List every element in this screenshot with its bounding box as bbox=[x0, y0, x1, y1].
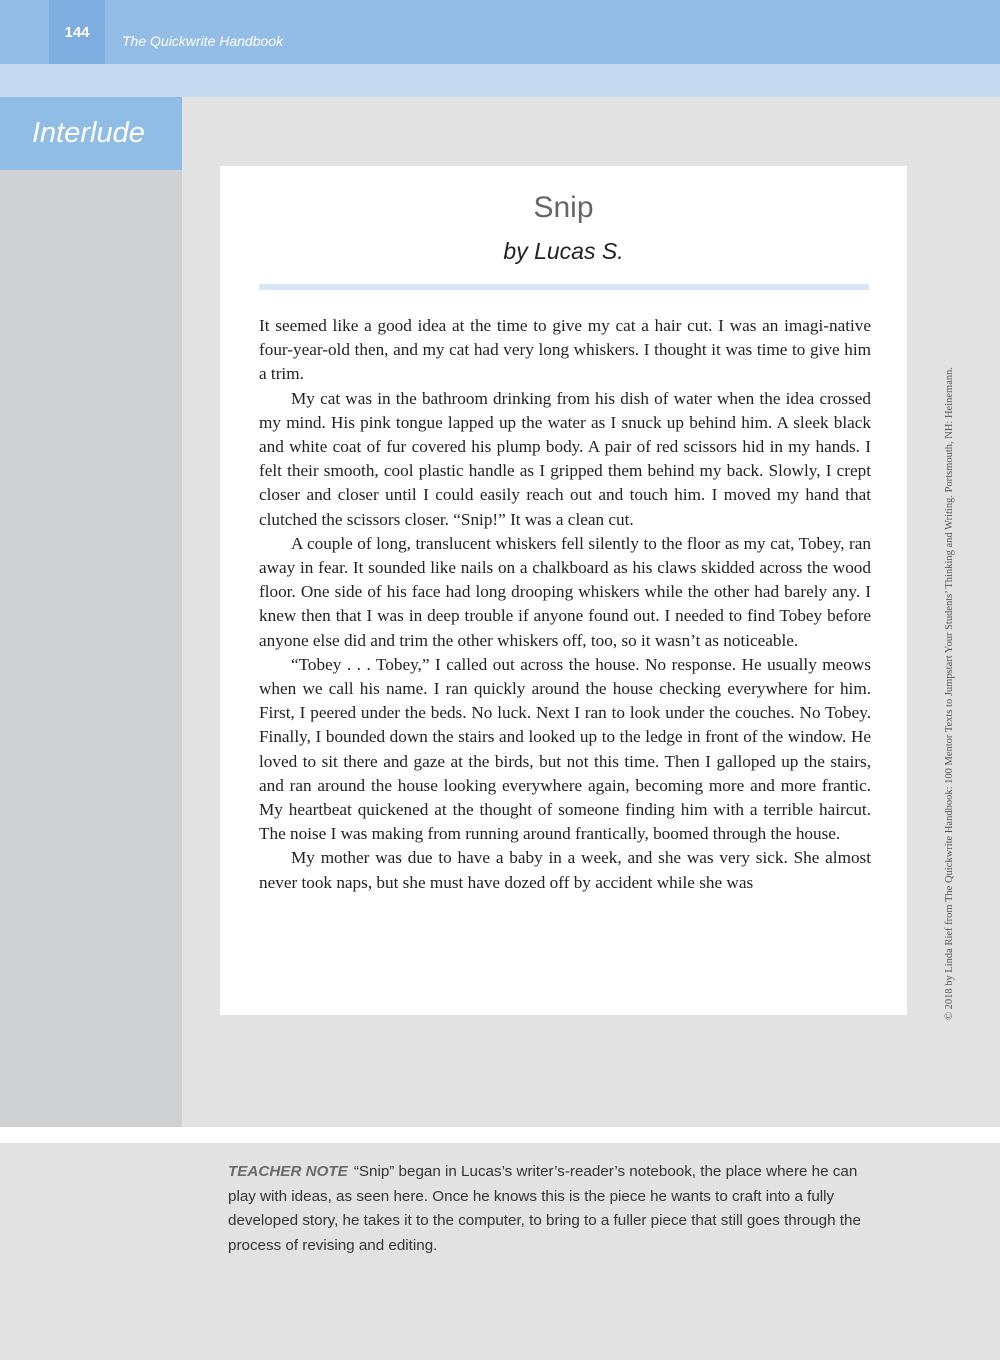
footer-divider bbox=[0, 1127, 1000, 1143]
page-number: 144 bbox=[49, 0, 105, 64]
left-margin-strip bbox=[0, 97, 182, 1127]
running-head-title: The Quickwrite Handbook bbox=[122, 33, 284, 49]
story-paragraph: My cat was in the bathroom drinking from his dish of water when the idea crossed my mind. His pink tongue lapped up the water as I snuck up behind him. A sleek black and white coat of fur covered his plump body. A pair of red scissors hid in my hands. I felt their smooth, cool plastic handle as I gripped them behind my back. Slowly, I crept closer and closer until I could easily reach out and touch him. I moved my hand that clutched the scissors closer. “Snip!” It was a clean cut. bbox=[259, 388, 871, 529]
teacher-note-label: TEACHER NOTE bbox=[228, 1163, 348, 1180]
story-paragraph: It seemed like a good idea at the time to give my cat a hair cut. I was an imagi-native four-year-old then, and my cat had very long whiskers. I thought it was time to give him a trim. bbox=[259, 316, 871, 384]
story-body bbox=[259, 314, 871, 895]
subheader-band bbox=[0, 64, 1000, 97]
story-author: by Lucas S. bbox=[503, 238, 624, 264]
header-bar bbox=[0, 0, 1000, 64]
copyright-notice: © 2018 by Linda Rief from The Quickwrite Handbook: 100 Mentor Texts to Jumpstart Your Students’ Thinking and Writing. Portsmouth, NH: Heinemann. bbox=[944, 367, 955, 1020]
section-tab: Interlude bbox=[0, 97, 182, 170]
story-card bbox=[220, 166, 907, 1015]
teacher-note-text: “Snip” began in Lucas’s writer’s-reader’s notebook, the place where he can play with ideas, as seen here. Once he knows this is the piece he wants to craft into a fully developed story, he takes it to the computer, to bring to a fuller piece that still goes through the process of revising and editing. bbox=[228, 1163, 861, 1254]
story-paragraph: “Tobey . . . Tobey,” I called out across the house. No response. He usually meows when we call his name. I ran quickly around the house checking everywhere for him. First, I peered under the beds. No luck. Next I ran to look under the couches. No Tobey. Finally, I bounded down the stairs and looked up to the ledge in front of the window. He loved to sit there and gaze at the birds, but not this time. Then I galloped up the stairs, and ran around the house looking everywhere again, becoming more and more frantic. My heartbeat quickened at the thought of someone finding him with a terrible haircut. The noise I was making from running around frantically, boomed through the house. bbox=[259, 654, 871, 844]
title-divider bbox=[259, 284, 869, 290]
story-paragraph: My mother was due to have a baby in a week, and she was very sick. She almost never took naps, but she must have dozed off by accident while she was bbox=[259, 848, 871, 892]
teacher-note bbox=[228, 1160, 888, 1258]
story-paragraph: A couple of long, translucent whiskers fell silently to the floor as my cat, Tobey, ran away in fear. It sounded like nails on a chalkboard as his claws skidded across the wood floor. One side of his face had long drooping whiskers while the other had barely any. I knew then that I was in deep trouble if anyone found out. I needed to find Tobey before anyone else did and trim the other whiskers off, too, so it wasn’t as noticeable. bbox=[259, 533, 871, 650]
story-title: Snip bbox=[533, 191, 594, 224]
